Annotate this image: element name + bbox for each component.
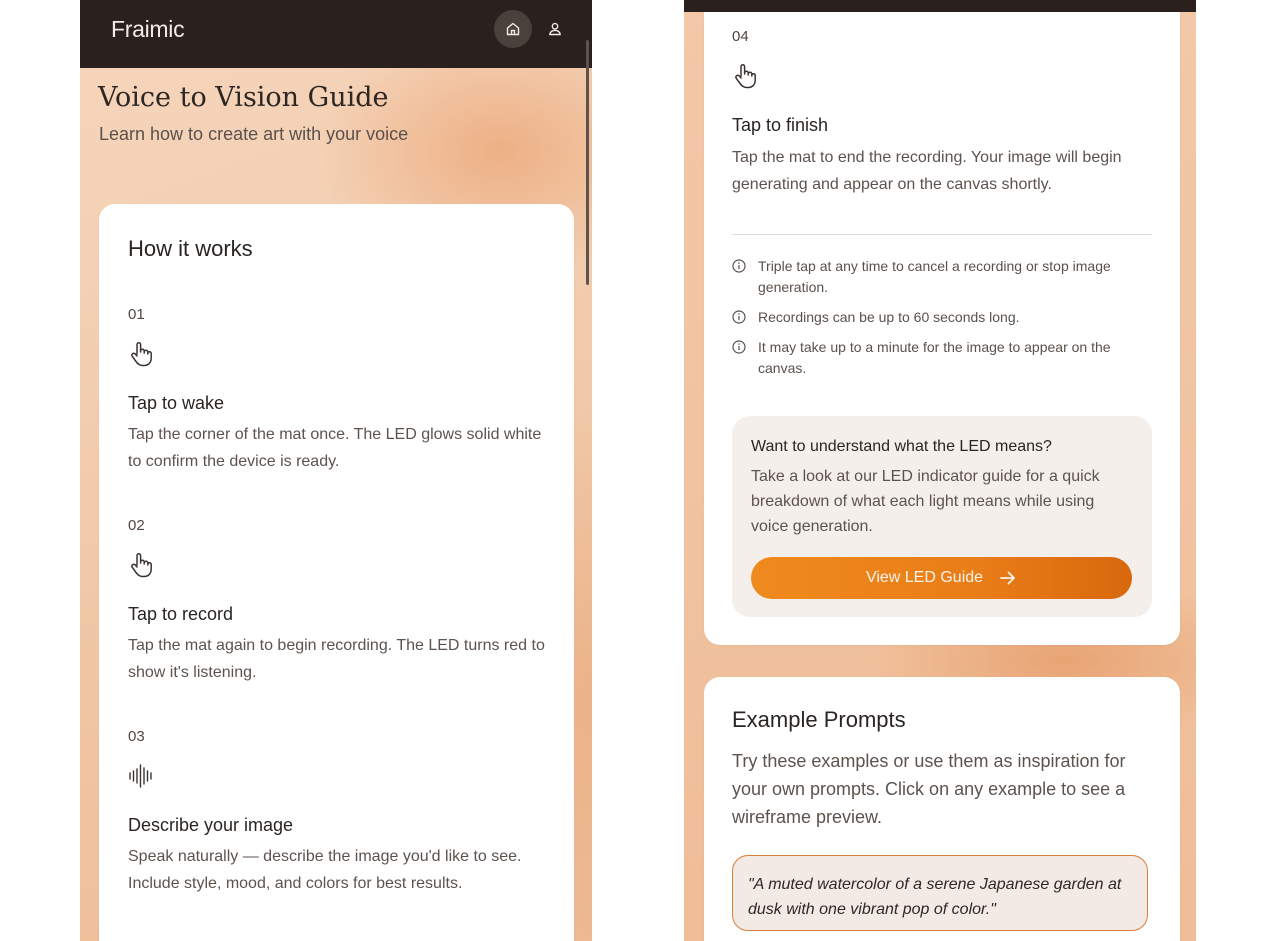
view-led-guide-label: View LED Guide	[865, 569, 984, 586]
step-title: Tap to wake	[128, 393, 225, 413]
waveform-icon	[128, 762, 154, 790]
tip-note	[732, 256, 1152, 298]
note-text: It may take up to a minute for the image to appear on the canvas.	[758, 339, 1111, 376]
left-screen	[80, 0, 592, 941]
step-title: Tap to record	[128, 604, 234, 624]
tap-hand-icon	[732, 62, 758, 90]
arrow-right-icon	[999, 570, 1017, 586]
example-prompts-heading: Example Prompts	[732, 707, 906, 732]
brand-logo[interactable]: Fraimic	[111, 16, 185, 42]
step-title: Tap to finish	[732, 115, 829, 135]
example-prompt-item[interactable]	[732, 855, 1148, 931]
info-icon	[732, 310, 746, 324]
view-led-guide-button[interactable]	[751, 557, 1132, 599]
step-number: 01	[128, 306, 145, 323]
how-it-works-heading: How it works	[128, 236, 253, 261]
note-text: Triple tap at any time to cancel a recording or stop image generation.	[758, 258, 1111, 295]
example-prompts-card	[704, 677, 1180, 941]
home-button[interactable]	[494, 10, 532, 48]
step-description: Tap the mat to end the recording. Your image will begin generating and appear on the canvas shortly.	[732, 149, 1122, 193]
right-screen	[684, 0, 1196, 941]
info-icon	[732, 340, 746, 354]
page-title: Voice to Vision Guide	[98, 82, 389, 113]
led-callout-title: Want to understand what the LED means?	[751, 438, 1052, 455]
user-icon	[547, 21, 563, 37]
step-number: 03	[128, 728, 145, 745]
how-it-works-card	[99, 204, 574, 941]
example-prompt-text: "A muted watercolor of a serene Japanese garden at dusk with one vibrant pop of color."	[748, 876, 1122, 918]
top-navigation-bar	[80, 0, 592, 68]
step-number: 04	[732, 28, 749, 45]
tip-note	[732, 307, 1152, 328]
led-guide-callout	[732, 416, 1152, 617]
led-callout-description: Take a look at our LED indicator guide for a quick breakdown of what each light means while using voice generation.	[751, 468, 1100, 535]
step-description: Tap the corner of the mat once. The LED glows solid white to confirm the device is ready.	[128, 426, 542, 470]
profile-button[interactable]	[536, 10, 574, 48]
tap-hand-icon	[128, 340, 154, 368]
home-icon	[505, 21, 521, 37]
example-prompts-description: Try these examples or use them as inspiration for your own prompts. Click on any example to see a wireframe preview.	[732, 751, 1126, 827]
step-description: Tap the mat again to begin recording. The LED turns red to show it's listening.	[128, 637, 545, 681]
tip-note	[732, 337, 1152, 379]
page-subtitle: Learn how to create art with your voice	[99, 124, 409, 144]
how-it-works-card-continued	[704, 0, 1180, 645]
step-description: Speak naturally — describe the image you'd like to see. Include style, mood, and colors for best results.	[128, 848, 522, 892]
step-title: Describe your image	[128, 815, 294, 835]
info-icon	[732, 259, 746, 273]
step-number: 02	[128, 517, 145, 534]
divider	[732, 234, 1152, 235]
note-text: Recordings can be up to 60 seconds long.	[758, 309, 1020, 325]
scrollbar-thumb[interactable]	[586, 40, 589, 285]
tap-hand-icon	[128, 551, 154, 579]
top-navigation-bar	[684, 0, 1196, 12]
